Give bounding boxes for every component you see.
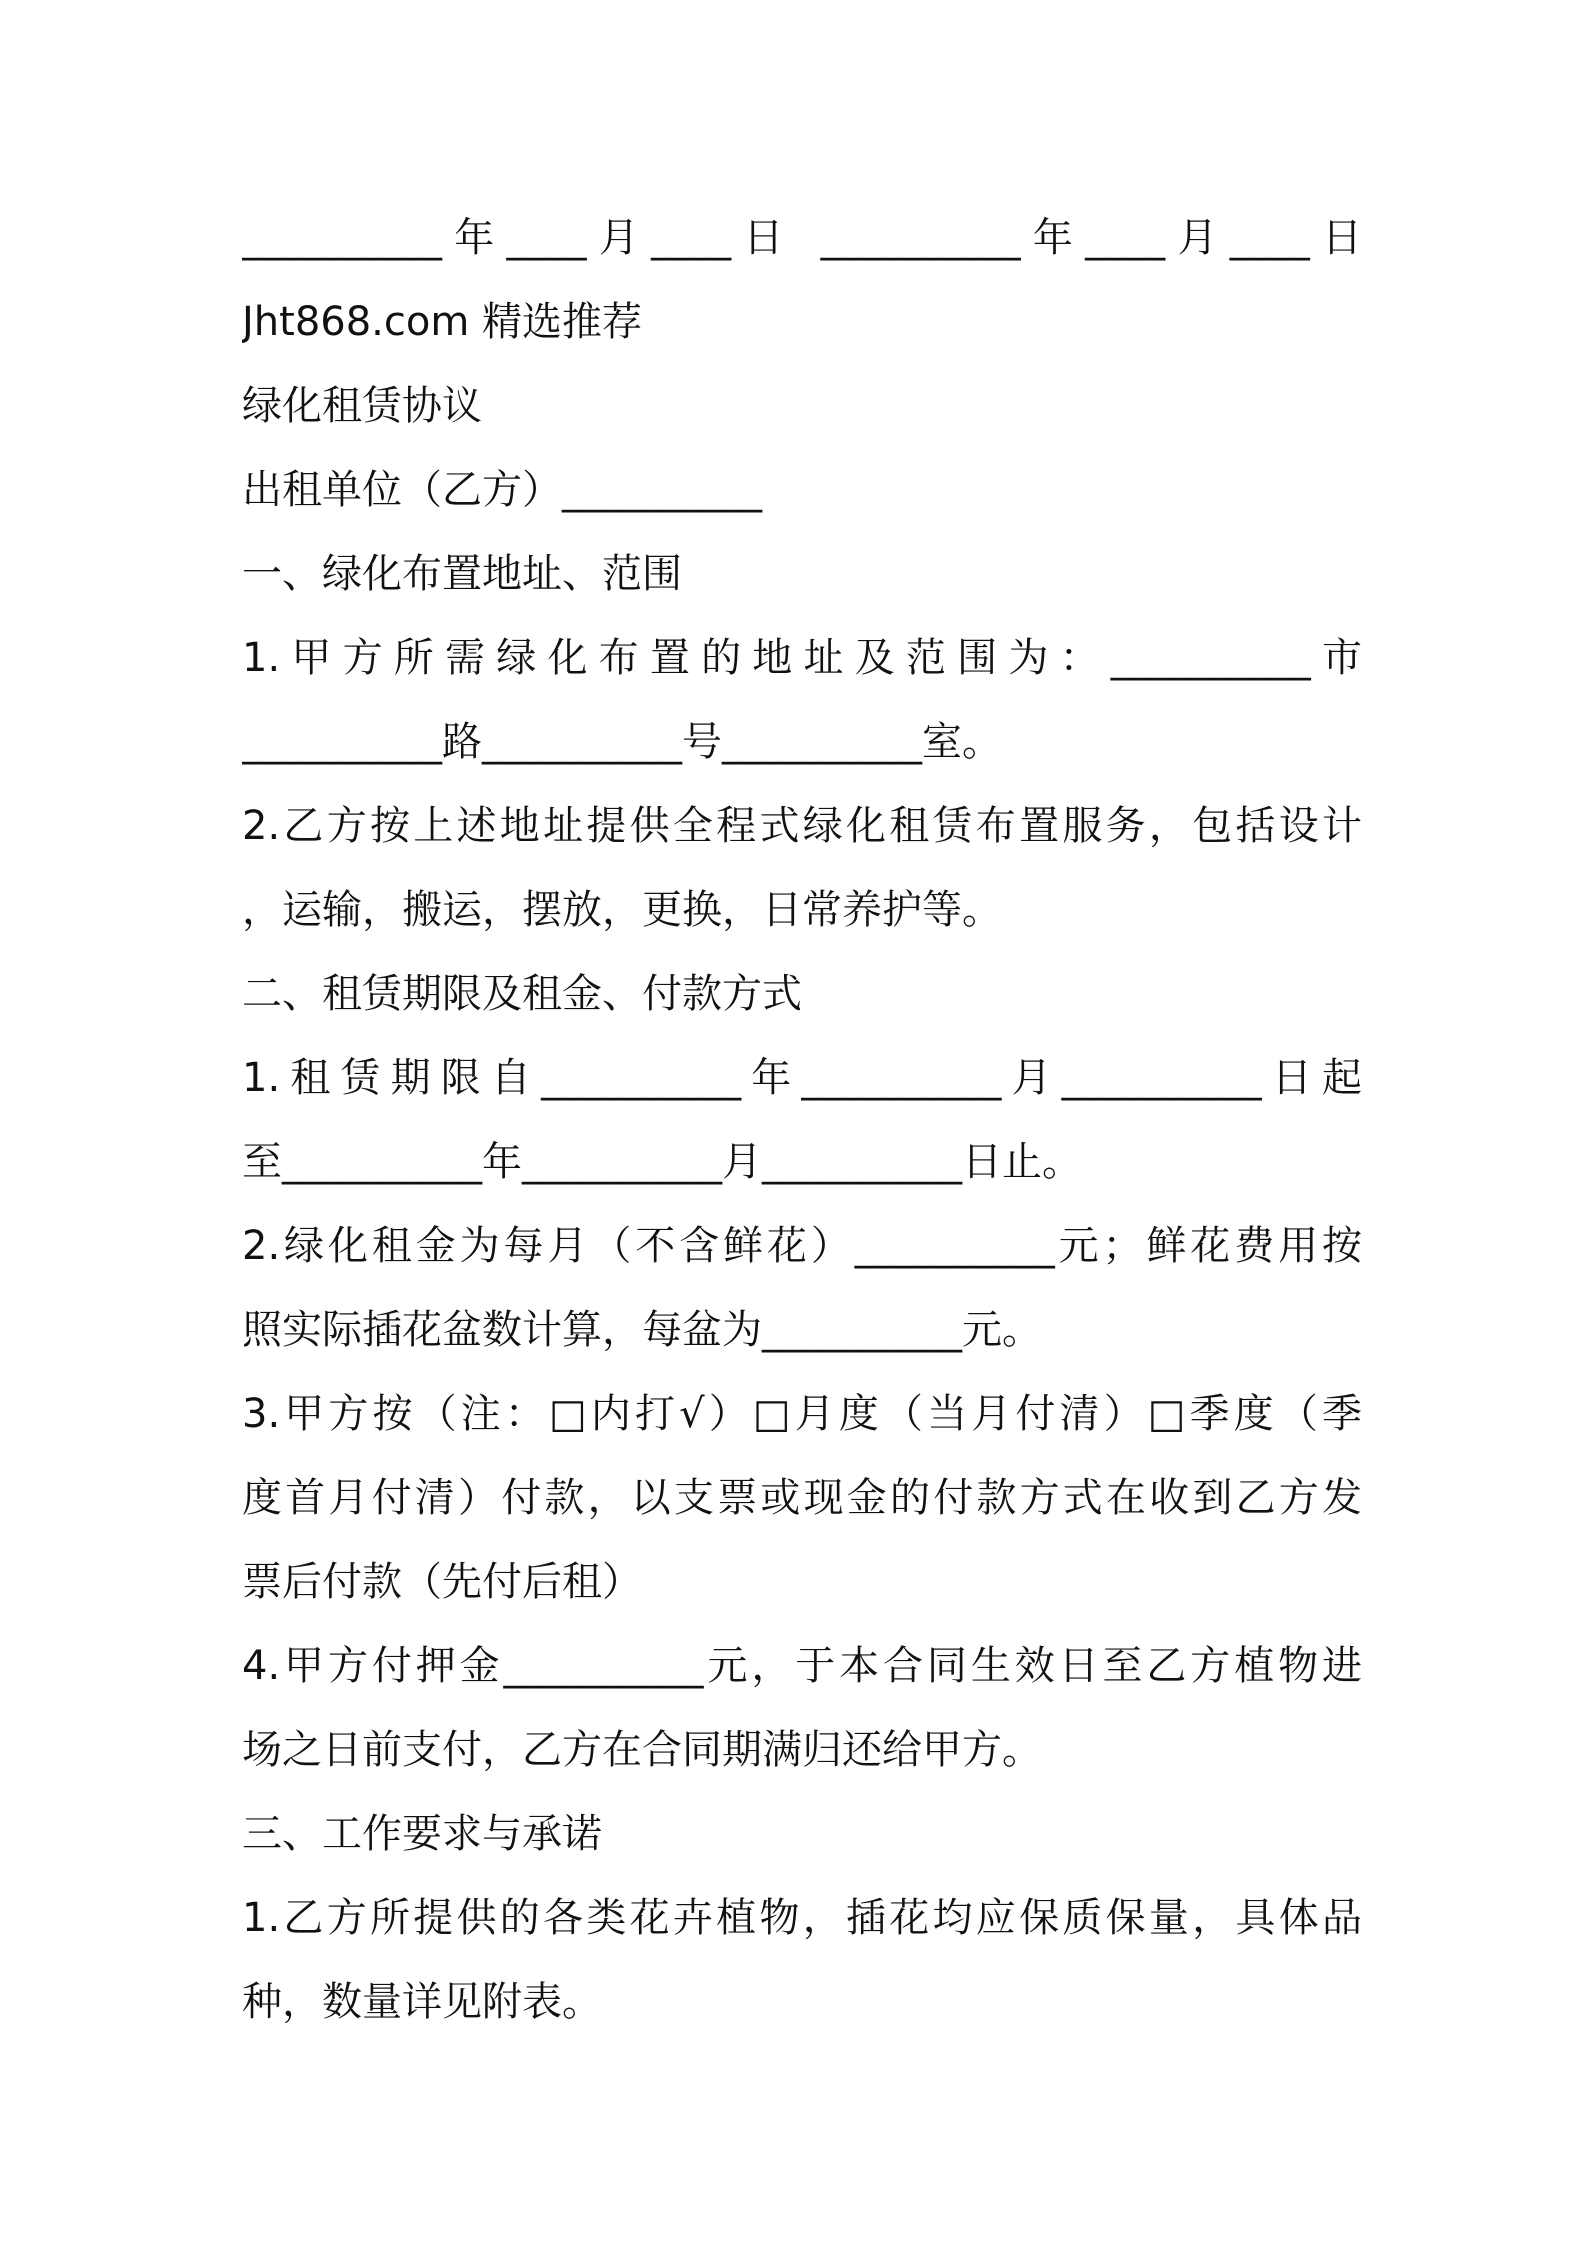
paragraph-2-4-line-1: 4.甲方付押金__________元，于本合同生效日至乙方植物进 [242,1643,1362,1689]
section-heading-1: 一、绿化布置地址、范围 [242,551,682,597]
source-watermark-line: Jht868.com 精选推荐 [242,299,643,345]
lessor-line: 出租单位（乙方）__________ [242,467,762,513]
document-title: 绿化租赁协议 [242,383,482,429]
paragraph-2-2-line-1: 2.绿化租金为每月（不含鲜花）__________元；鲜花费用按 [242,1223,1362,1269]
paragraph-2-3-line-3: 票后付款（先付后租） [242,1559,642,1605]
paragraph-1-1-line-1: 1.甲方所需绿化布置的地址及范围为：__________市 [242,635,1362,681]
paragraph-1-2-line-2: ，运输，搬运，摆放，更换，日常养护等。 [242,887,1002,933]
section-heading-2: 二、租赁期限及租金、付款方式 [242,971,802,1017]
paragraph-2-1-line-2: 至__________年__________月__________日止。 [242,1139,1082,1185]
paragraph-2-3-line-1: 3.甲方按（注：□内打√）□月度（当月付清）□季度（季 [242,1391,1362,1437]
paragraph-3-1-line-2: 种，数量详见附表。 [242,1979,602,2025]
document-body [242,196,1362,2044]
paragraph-2-3-line-2: 度首月付清）付款，以支票或现金的付款方式在收到乙方发 [242,1475,1362,1521]
paragraph-2-1-line-1: 1.租赁期限自__________年__________月__________日起 [242,1055,1362,1101]
paragraph-1-2-line-1: 2.乙方按上述地址提供全程式绿化租赁布置服务，包括设计 [242,803,1362,849]
paragraph-1-1-line-2: __________路__________号__________室。 [242,719,1002,765]
date-range-line: __________年____月____日 __________年____月____日 [242,215,1362,261]
paragraph-2-4-line-2: 场之日前支付，乙方在合同期满归还给甲方。 [242,1727,1042,1773]
paragraph-2-2-line-2: 照实际插花盆数计算，每盆为__________元。 [242,1307,1042,1353]
section-heading-3: 三、工作要求与承诺 [242,1811,602,1857]
paragraph-3-1-line-1: 1.乙方所提供的各类花卉植物，插花均应保质保量，具体品 [242,1895,1362,1941]
